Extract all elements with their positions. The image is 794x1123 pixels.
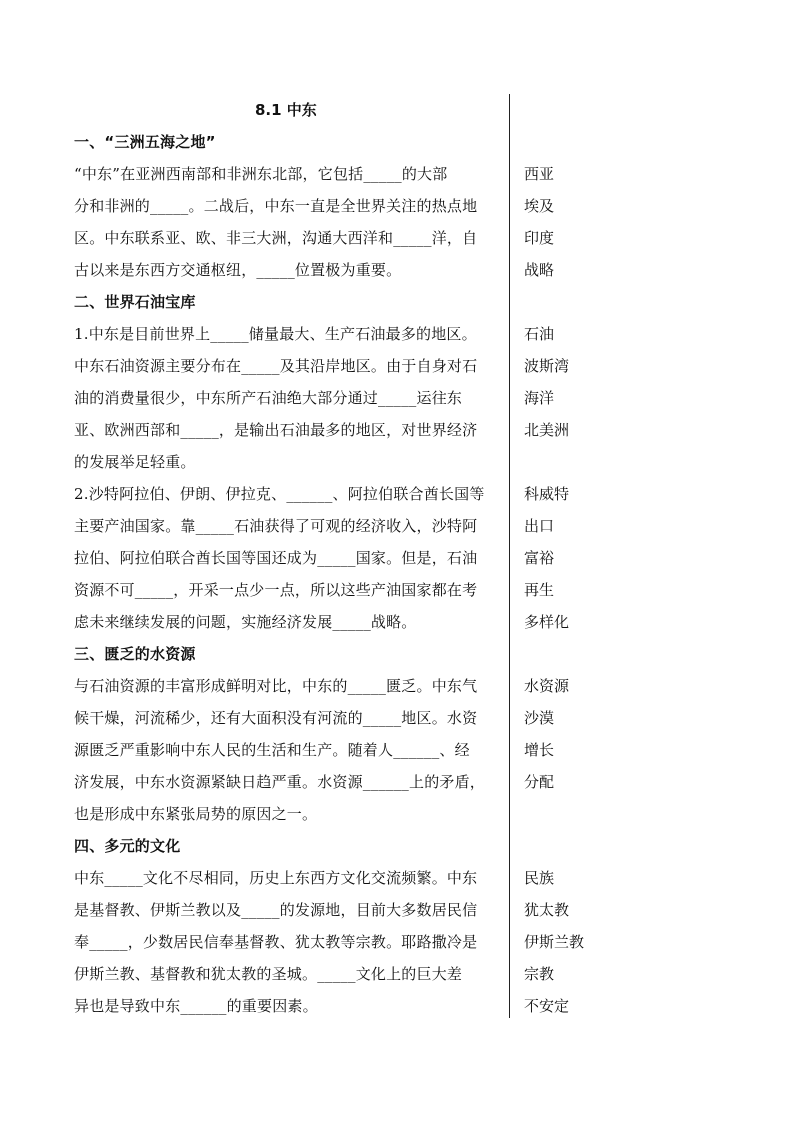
text-line: 主要产油国家。靠_____石油获得了可观的经济收入，沙特阿 xyxy=(74,517,478,535)
section-heading-1: 一、“三洲五海之地” xyxy=(74,133,216,151)
text-line: 亚、欧洲西部和_____，是输出石油最多的地区，对世界经济 xyxy=(74,421,478,439)
answer-item: 增长 xyxy=(524,741,555,759)
answer-item: 犹太教 xyxy=(524,901,570,919)
section-heading-4: 四、多元的文化 xyxy=(74,837,181,855)
answer-item: 水资源 xyxy=(524,677,570,695)
text-line: 奉_____，少数居民信奉基督教、犹太教等宗教。耶路撒冷是 xyxy=(74,933,478,951)
answer-item: 波斯湾 xyxy=(524,357,570,375)
answer-item: 宗教 xyxy=(524,965,555,983)
answer-item: 战略 xyxy=(524,261,555,279)
text-line: 古以来是东西方交通枢纽，_____位置极为重要。 xyxy=(74,261,402,279)
text-line: 中东石油资源主要分布在_____及其沿岸地区。由于自身对石 xyxy=(74,357,478,375)
answer-item: 民族 xyxy=(524,869,555,887)
text-line: 与石油资源的丰富形成鲜明对比，中东的_____匮乏。中东气 xyxy=(74,677,478,695)
answer-item: 再生 xyxy=(524,581,555,599)
answer-item: 富裕 xyxy=(524,549,555,567)
answer-item: 沙漠 xyxy=(524,709,555,727)
answer-item: 多样化 xyxy=(524,613,570,631)
text-line: 异也是导致中东______的重要因素。 xyxy=(74,997,318,1015)
answer-item: 印度 xyxy=(524,229,555,247)
answer-item: 分配 xyxy=(524,773,555,791)
answer-item: 不安定 xyxy=(524,997,570,1015)
answer-item: 西亚 xyxy=(524,165,555,183)
column-divider xyxy=(509,94,510,1018)
text-line: 2.沙特阿拉伯、伊朗、伊拉克、______、阿拉伯联合酋长国等 xyxy=(74,485,485,503)
section-heading-2: 二、世界石油宝库 xyxy=(74,293,196,311)
answer-item: 出口 xyxy=(524,517,555,535)
text-line: “中东”在亚洲西南部和非洲东北部，它包括_____的大部 xyxy=(74,165,448,183)
text-line: 也是形成中东紧张局势的原因之一。 xyxy=(74,805,318,823)
text-line: 源匮乏严重影响中东人民的生活和生产。随着人______、经 xyxy=(74,741,470,759)
text-line: 油的消费量很少，中东所产石油绝大部分通过_____运往东 xyxy=(74,389,463,407)
page-title: 8.1 中东 xyxy=(255,101,317,119)
answer-item: 科威特 xyxy=(524,485,570,503)
section-heading-3: 三、匮乏的水资源 xyxy=(74,645,196,663)
text-line: 济发展，中东水资源紧缺日趋严重。水资源______上的矛盾， xyxy=(74,773,486,791)
text-line: 虑未来继续发展的问题，实施经济发展_____战略。 xyxy=(74,613,417,631)
text-line: 区。中东联系亚、欧、非三大洲，沟通大西洋和_____洋，自 xyxy=(74,229,478,247)
text-line: 资源不可_____，开采一点少一点，所以这些产油国家都在考 xyxy=(74,581,478,599)
text-line: 中东_____文化不尽相同，历史上东西方文化交流频繁。中东 xyxy=(74,869,478,887)
answer-item: 伊斯兰教 xyxy=(524,933,585,951)
text-line: 1.中东是目前世界上_____储量最大、生产石油最多的地区。 xyxy=(74,325,477,343)
text-line: 的发展举足轻重。 xyxy=(74,453,196,471)
answer-item: 石油 xyxy=(524,325,555,343)
text-line: 拉伯、阿拉伯联合酋长国等国还成为_____国家。但是，石油 xyxy=(74,549,478,567)
text-line: 是基督教、伊斯兰教以及_____的发源地，目前大多数居民信 xyxy=(74,901,478,919)
answer-item: 海洋 xyxy=(524,389,555,407)
answer-item: 北美洲 xyxy=(524,421,570,439)
answer-item: 埃及 xyxy=(524,197,555,215)
text-line: 分和非洲的_____。二战后，中东一直是全世界关注的热点地 xyxy=(74,197,478,215)
text-line: 伊斯兰教、基督教和犹太教的圣城。_____文化上的巨大差 xyxy=(74,965,463,983)
text-line: 候干燥，河流稀少，还有大面积没有河流的_____地区。水资 xyxy=(74,709,478,727)
